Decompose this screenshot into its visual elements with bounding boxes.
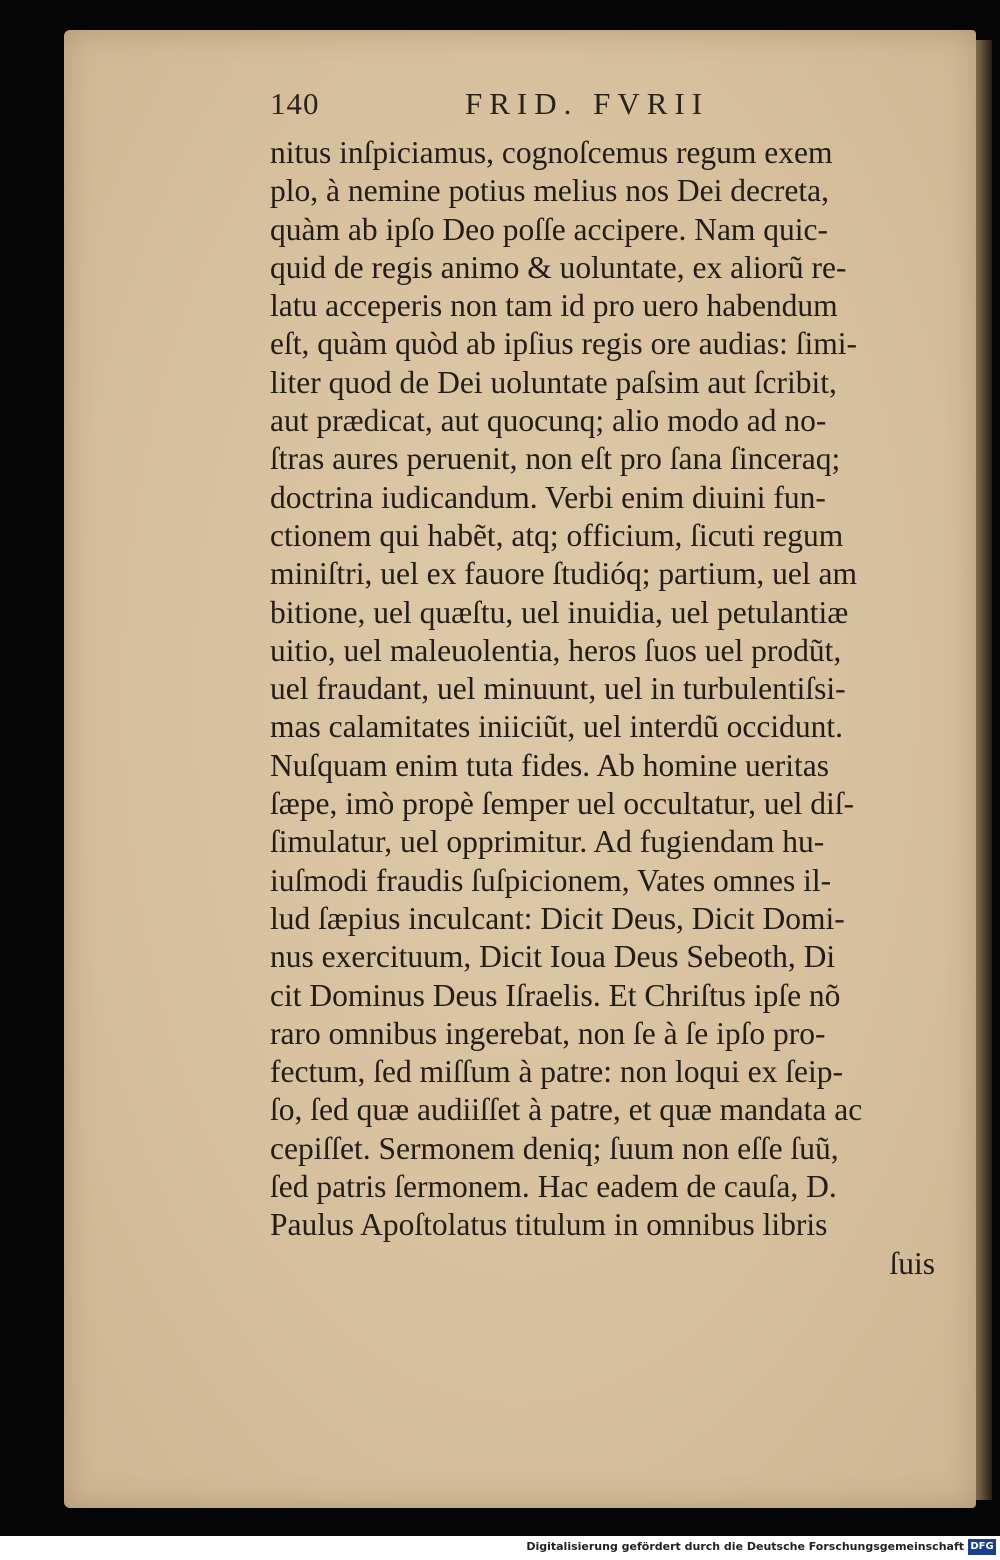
footer-bar xyxy=(0,1536,1000,1560)
text-line: eſt, quàm quòd ab ipſius regis ore audias: ſimi- xyxy=(270,326,858,362)
text-line: fectum, ſed miſſum à patre: non loqui ex ſeip- xyxy=(270,1054,843,1090)
text-line: mas calamitates iniiciũt, uel interdũ occidunt. xyxy=(270,709,843,745)
text-line: quid de regis animo & uoluntate, ex aliorũ re- xyxy=(270,249,847,285)
text-line: liter quod de Dei uoluntate paſsim aut ſcribit, xyxy=(270,364,837,400)
body-text xyxy=(270,134,935,1283)
text-line: latu acceperis non tam id pro uero habendum xyxy=(270,288,838,324)
text-line: lud ſæpius inculcant: Dicit Deus, Dicit Domi- xyxy=(270,900,845,936)
text-line: bitione, uel quæſtu, uel inuidia, uel petulantiæ xyxy=(270,594,849,630)
catchword: ſuis xyxy=(889,1245,935,1281)
text-line: ſtras aures peruenit, non eſt pro ſana ſinceraq; xyxy=(270,441,841,477)
page-header xyxy=(270,86,930,130)
text-line: doctrina iudicandum. Verbi enim diuini fun- xyxy=(270,479,826,515)
text-line: nitus inſpiciamus, cognoſcemus regum exem xyxy=(270,135,833,170)
text-line: ſæpe, imò propè ſemper uel occultatur, uel diſ- xyxy=(270,786,854,822)
text-line: uitio, uel maleuolentia, heros ſuos uel prodũt, xyxy=(270,632,842,668)
text-line: plo, à nemine potius melius nos Dei decreta, xyxy=(270,173,829,209)
text-line: ſed patris ſermonem. Hac eadem de cauſa, D. xyxy=(270,1169,837,1205)
text-line: Paulus Apoſtolatus titulum in omnibus libris xyxy=(270,1207,828,1243)
text-line: iuſmodi fraudis ſuſpicionem, Vates omnes il- xyxy=(270,862,832,898)
catchword-row xyxy=(270,1245,935,1283)
text-line: cit Dominus Deus Iſraelis. Et Chriſtus ipſe nõ xyxy=(270,977,841,1013)
text-line: ctionem qui habẽt, atq; officium, ſicuti regum xyxy=(270,517,844,553)
text-line: cepiſſet. Sermonem deniq; ſuum non eſſe ſuũ, xyxy=(270,1130,839,1166)
text-line: nus exercituum, Dicit Ioua Deus Sebeoth, Di xyxy=(270,939,836,975)
page-number: 140 xyxy=(270,86,320,121)
text-line: ſo, ſed quæ audiiſſet à patre, et quæ mandata ac xyxy=(270,1092,863,1128)
text-line: ſimulatur, uel opprimitur. Ad fugiendam hu- xyxy=(270,824,825,860)
text-line: raro omnibus ingerebat, non ſe à ſe ipſo pro- xyxy=(270,1015,826,1051)
funding-credit: Digitalisierung gefördert durch die Deutsche Forschungsgemeinschaft xyxy=(526,1540,964,1553)
dfg-logo-icon: DFG xyxy=(968,1539,996,1555)
text-line: quàm ab ipſo Deo poſſe accipere. Nam quic- xyxy=(270,211,829,247)
running-title: FRID. FVRII xyxy=(465,86,710,121)
text-line: aut prædicat, aut quocunq; alio modo ad no- xyxy=(270,403,827,439)
text-line: Nuſquam enim tuta fides. Ab homine ueritas xyxy=(270,747,830,783)
text-line: uel fraudant, uel minuunt, uel in turbulentiſsi- xyxy=(270,671,846,707)
text-line: miniſtri, uel ex fauore ſtudióq; partium, uel am xyxy=(270,556,857,592)
